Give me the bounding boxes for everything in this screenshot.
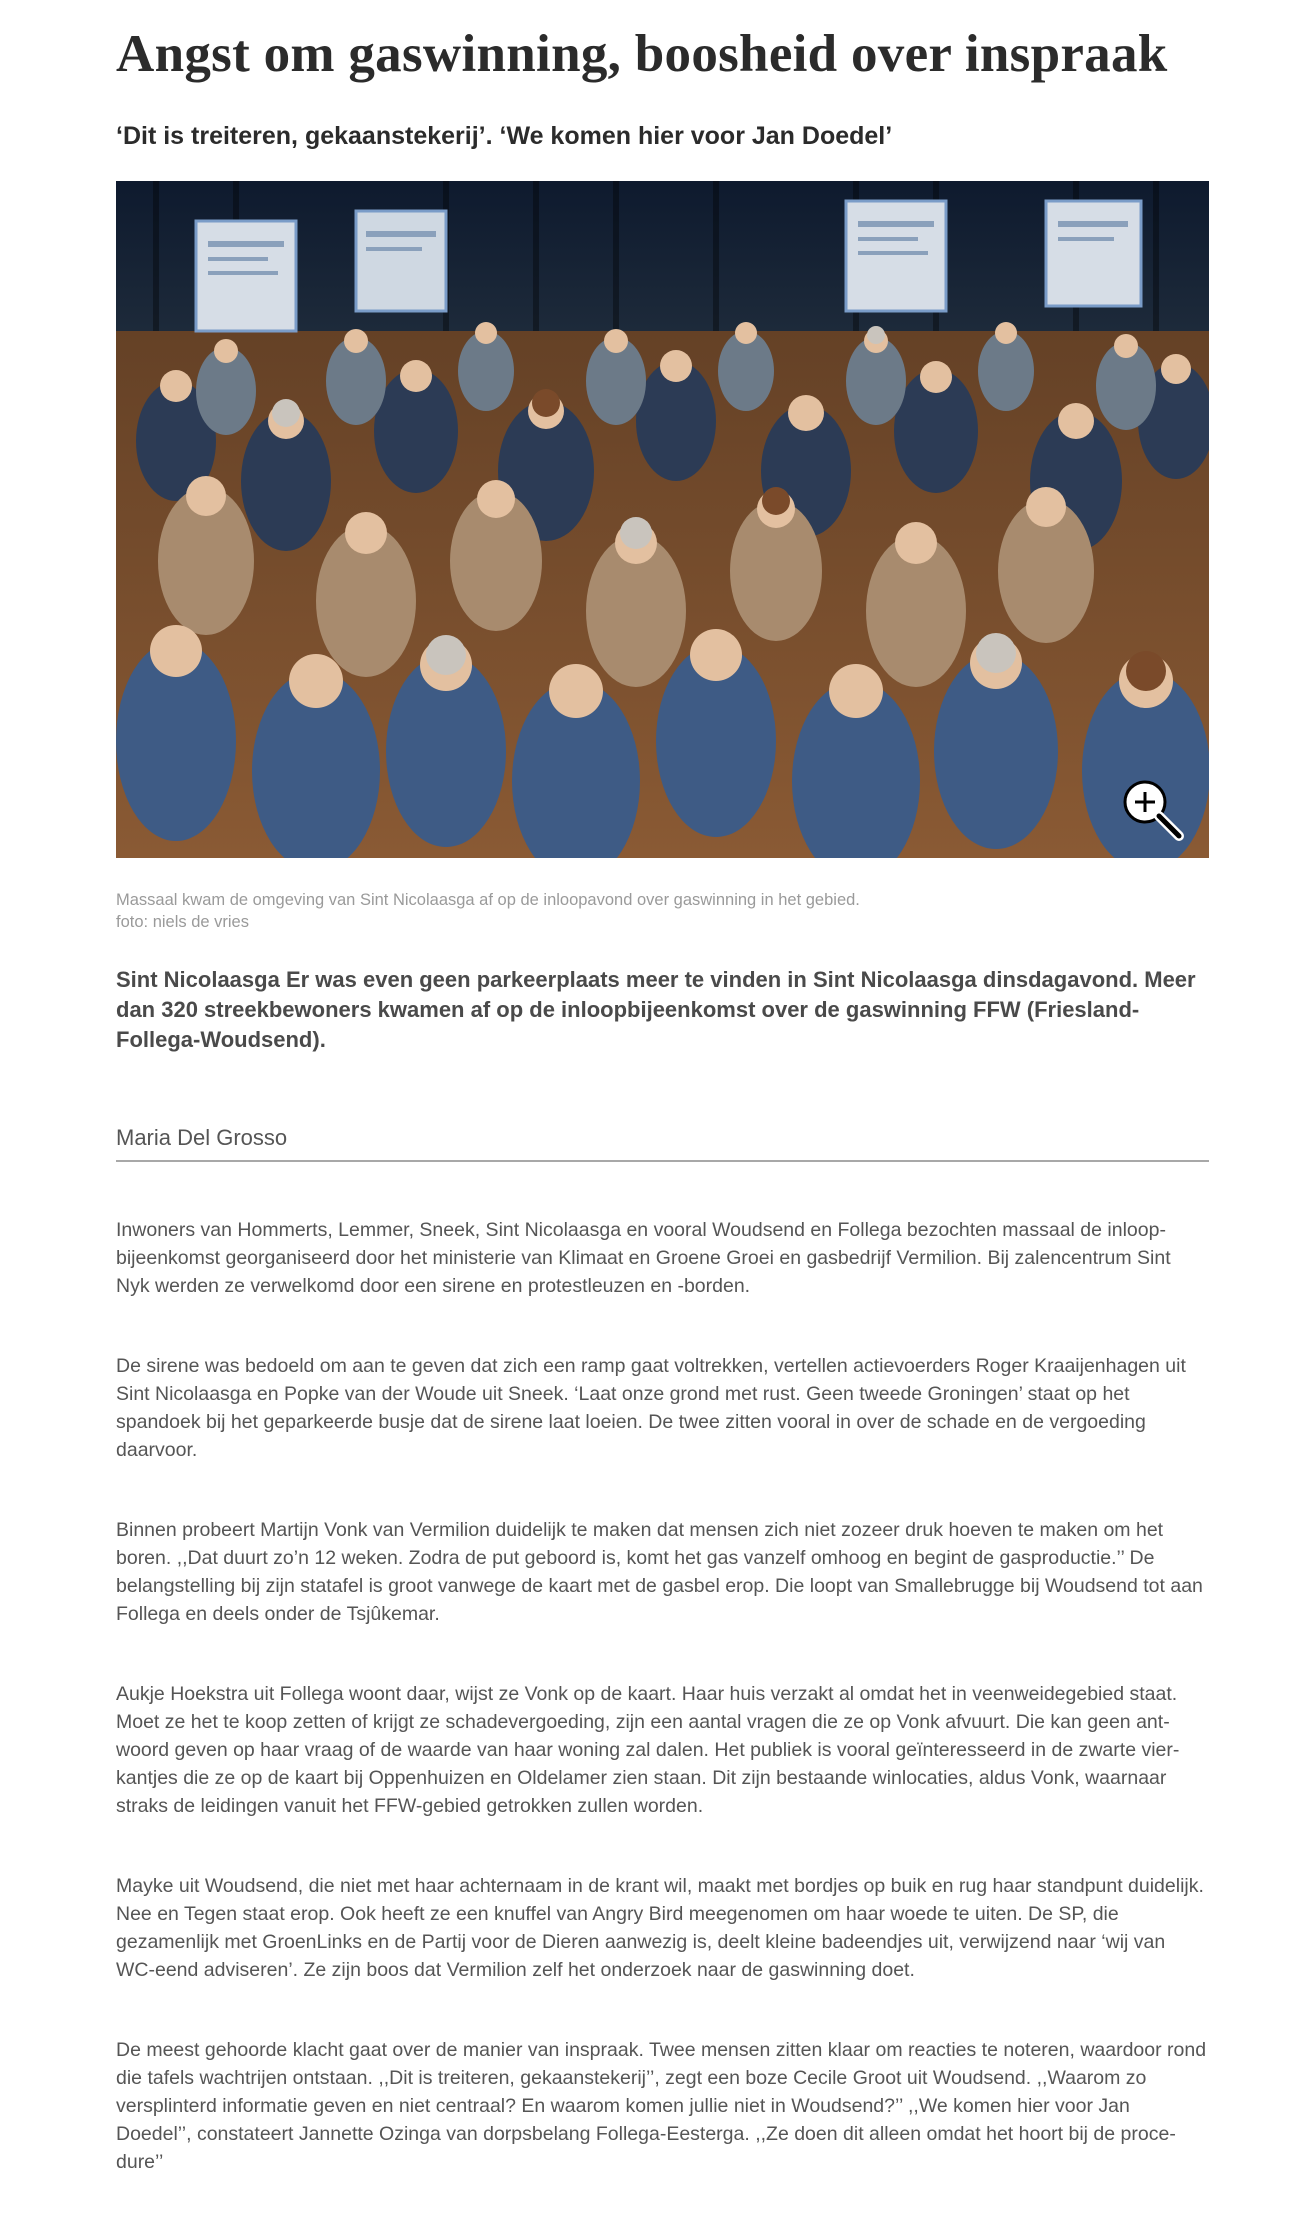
body-paragraph: Mayke uit Woudsend, die niet met haar achternaam in de krant wil, maakt met bordjes op buik en rug haar standpunt duidelijk. Nee en Tegen staat erop. Ook heeft ze een knuffel van Angry Bird meegenomen om haar woede te uiten. De SP, die gezamenlijk met GroenLinks en de Partij voor de Dieren aanwezig is, deelt kleine badeendjes uit, verwijzend naar ‘wij van WC-eend adviseren’. Ze zijn boos dat Vermilion zelf het onderzoek naar de gaswinning doet. bbox=[116, 1875, 1204, 1981]
photo-credit: foto: niels de vries bbox=[116, 913, 249, 931]
crowd-photo-illustration bbox=[116, 181, 1209, 858]
photo-caption bbox=[116, 889, 1209, 933]
lead-paragraph: Sint Nicolaasga Er was even geen parkeerplaats meer te vinden in Sint Nicolaasga dinsdagavond. Meer dan 320 streekbewoners kwamen af op de inloopbijeenkomst over de gaswinning FFW (Friesland-Follega-Woudsend). bbox=[116, 967, 1196, 1052]
article bbox=[116, 0, 1209, 2228]
body-paragraph: De meest gehoorde klacht gaat over de manier van inspraak. Twee mensen zitten klaar om reacties te noteren, waardoor rond die tafels wachtrijen ontstaan. ,,Dit is treiteren, gekaanstekerij’’, zegt een boze Cecile Groot uit Woudsend. ,,Waarom zo versplinterd informatie geven en niet centraal? En waarom komen jullie niet in Woudsend?’’ ,,We komen hier voor Jan Doedel’’, constateert Jannette Ozinga van dorpsbelang Follega-Eesterga. ,,Ze doen dit alleen omdat het hoort bij de procedure’’ bbox=[116, 2039, 1207, 2173]
body-paragraph: Inwoners van Hommerts, Lemmer, Sneek, Sint Nicolaasga en vooral Woudsend en Follega bezochten massaal de inloopbijeenkomst georganiseerd door het ministerie van Klimaat en Groene Groei en gasbedrijf Vermilion. Bij zalencentrum Sint Nyk werden ze verwelkomd door een sirene en protestleuzen en -borden. bbox=[116, 1219, 1171, 1297]
body-paragraph: Aukje Hoekstra uit Follega woont daar, wijst ze Vonk op de kaart. Haar huis verzakt al omdat het in veenweidegebied staat. Moet ze het te koop zetten of krijgt ze schadevergoeding, zijn een aantal vragen die ze op Vonk afvuurt. Die kan geen antwoord geven op haar vraag of de waarde van haar woning zal dalen. Het publiek is vooral geïnteresseerd in de zwarte vierkantjes die ze op de kaart bij Oppenhuizen en Oldelamer zien staan. Dit zijn bestaande winlocaties, aldus Vonk, waarnaar straks de leidingen vanuit het FFW-gebied getrokken zullen worden. bbox=[116, 1683, 1180, 1817]
subheadline: ‘Dit is treiteren, gekaanstekerij’. ‘We komen hier voor Jan Doedel’ bbox=[116, 122, 893, 150]
caption-text: Massaal kwam de omgeving van Sint Nicolaasga af op de inloopavond over gaswinning in het gebied. bbox=[116, 891, 860, 909]
body-paragraph: Binnen probeert Martijn Vonk van Vermilion duidelijk te maken dat mensen zich niet zozeer druk hoeven te maken om het boren. ,,Dat duurt zo’n 12 weken. Zodra de put geboord is, komt het gas vanzelf omhoog en begint de gasproductie.’’ De belangstelling bij zijn statafel is groot vanwege de kaart met de gasbel erop. Die loopt van Smallebrugge bij Woudsend tot aan Follega en deels onder de Tsjûkemar. bbox=[116, 1519, 1203, 1625]
headline: Angst om gaswinning, boosheid over inspraak bbox=[116, 25, 1168, 83]
author-byline[interactable]: Maria Del Grosso bbox=[116, 1124, 1209, 1162]
article-photo[interactable] bbox=[116, 181, 1209, 858]
zoom-in-icon[interactable] bbox=[1121, 778, 1185, 842]
article-body bbox=[116, 1216, 1209, 2176]
body-paragraph: De sirene was bedoeld om aan te geven dat zich een ramp gaat voltrekken, vertellen actievoerders Roger Kraaijenhagen uit Sint Nicolaasga en Popke van der Woude uit Sneek. ‘Laat onze grond met rust. Geen tweede Groningen’ staat op het spandoek bij het geparkeerde busje dat de sirene laat loeien. De twee zitten vooral in over de schade en de vergoeding daarvoor. bbox=[116, 1355, 1186, 1461]
